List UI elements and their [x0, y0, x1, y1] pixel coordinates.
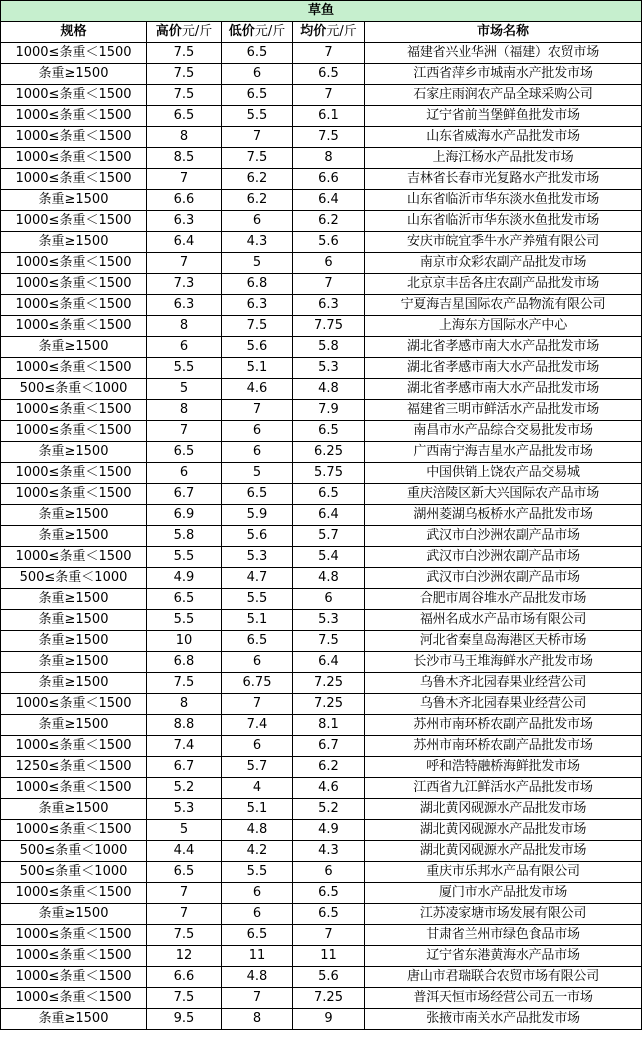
cell-high: 6.5 — [147, 106, 222, 127]
cell-spec: 1000≤条重＜1500 — [1, 43, 147, 64]
cell-low: 5.6 — [222, 526, 293, 547]
cell-market: 重庆涪陵区新大兴国际农产品市场 — [365, 484, 642, 505]
cell-low: 7.5 — [222, 316, 293, 337]
header-avg — [293, 22, 365, 43]
cell-market: 北京京丰岳各庄农副产品批发市场 — [365, 274, 642, 295]
cell-low: 6 — [222, 211, 293, 232]
header-high-unit: 元/斤 — [181, 24, 213, 39]
cell-high: 7.5 — [147, 925, 222, 946]
cell-low: 7 — [222, 694, 293, 715]
cell-market: 湖北黄冈砚源水产品批发市场 — [365, 820, 642, 841]
cell-high: 7 — [147, 169, 222, 190]
table-row — [1, 841, 642, 862]
cell-market: 武汉市白沙洲农副产品市场 — [365, 547, 642, 568]
cell-low: 7 — [222, 400, 293, 421]
table-row — [1, 148, 642, 169]
table-title: 草鱼 — [1, 1, 642, 22]
cell-high: 5.5 — [147, 547, 222, 568]
cell-low: 4.8 — [222, 820, 293, 841]
cell-avg: 6.6 — [293, 169, 365, 190]
cell-market: 山东省临沂市华东淡水鱼批发市场 — [365, 211, 642, 232]
cell-spec: 1000≤条重＜1500 — [1, 547, 147, 568]
cell-avg: 5.3 — [293, 610, 365, 631]
cell-spec: 条重≥1500 — [1, 904, 147, 925]
cell-low: 5.9 — [222, 505, 293, 526]
cell-low: 4.2 — [222, 841, 293, 862]
cell-market: 甘肃省兰州市绿色食品市场 — [365, 925, 642, 946]
cell-low: 5.1 — [222, 358, 293, 379]
cell-market: 河北省秦皇岛海港区天桥市场 — [365, 631, 642, 652]
title-row — [1, 1, 642, 22]
cell-low: 6 — [222, 442, 293, 463]
cell-high: 6.7 — [147, 484, 222, 505]
cell-avg: 6 — [293, 862, 365, 883]
table-row — [1, 526, 642, 547]
table-row — [1, 316, 642, 337]
cell-market: 武汉市白沙洲农副产品市场 — [365, 568, 642, 589]
table-row — [1, 547, 642, 568]
cell-avg: 6.7 — [293, 736, 365, 757]
cell-high: 7 — [147, 883, 222, 904]
table-row — [1, 673, 642, 694]
table-row — [1, 274, 642, 295]
cell-avg: 7.25 — [293, 673, 365, 694]
cell-low: 6.5 — [222, 631, 293, 652]
cell-spec: 条重≥1500 — [1, 610, 147, 631]
cell-low: 5.5 — [222, 862, 293, 883]
cell-market: 乌鲁木齐北园春果业经营公司 — [365, 673, 642, 694]
cell-spec: 1000≤条重＜1500 — [1, 946, 147, 967]
cell-spec: 条重≥1500 — [1, 652, 147, 673]
cell-avg: 4.8 — [293, 568, 365, 589]
cell-low: 5.5 — [222, 589, 293, 610]
cell-low: 4.7 — [222, 568, 293, 589]
cell-high: 5.5 — [147, 358, 222, 379]
cell-market: 南京市众彩农副产品批发市场 — [365, 253, 642, 274]
cell-spec: 条重≥1500 — [1, 799, 147, 820]
header-spec: 规格 — [1, 22, 147, 43]
cell-spec: 1000≤条重＜1500 — [1, 820, 147, 841]
cell-low: 6.2 — [222, 169, 293, 190]
cell-market: 南昌市水产品综合交易批发市场 — [365, 421, 642, 442]
cell-spec: 条重≥1500 — [1, 337, 147, 358]
cell-high: 5.8 — [147, 526, 222, 547]
cell-avg: 9 — [293, 1009, 365, 1030]
table-row — [1, 652, 642, 673]
table-row — [1, 988, 642, 1009]
cell-market: 宁夏海吉星国际农产品物流有限公司 — [365, 295, 642, 316]
cell-high: 8.5 — [147, 148, 222, 169]
cell-high: 5.5 — [147, 610, 222, 631]
cell-high: 7.5 — [147, 64, 222, 85]
cell-high: 6 — [147, 337, 222, 358]
cell-spec: 条重≥1500 — [1, 64, 147, 85]
cell-spec: 条重≥1500 — [1, 505, 147, 526]
cell-market: 湖北省孝感市南大水产品批发市场 — [365, 358, 642, 379]
cell-spec: 条重≥1500 — [1, 190, 147, 211]
header-low — [222, 22, 293, 43]
cell-avg: 7 — [293, 925, 365, 946]
table-row — [1, 295, 642, 316]
cell-high: 8 — [147, 316, 222, 337]
cell-spec: 1000≤条重＜1500 — [1, 778, 147, 799]
cell-spec: 1000≤条重＜1500 — [1, 694, 147, 715]
table-row — [1, 358, 642, 379]
cell-market: 中国供销上饶农产品交易城 — [365, 463, 642, 484]
cell-spec: 1000≤条重＜1500 — [1, 274, 147, 295]
cell-avg: 5.8 — [293, 337, 365, 358]
cell-low: 7 — [222, 127, 293, 148]
header-high-label: 高价 — [155, 24, 182, 39]
cell-spec: 1000≤条重＜1500 — [1, 106, 147, 127]
cell-low: 6.5 — [222, 43, 293, 64]
cell-low: 6.8 — [222, 274, 293, 295]
header-market: 市场名称 — [365, 22, 642, 43]
cell-spec: 1000≤条重＜1500 — [1, 169, 147, 190]
cell-low: 4.6 — [222, 379, 293, 400]
table-row — [1, 463, 642, 484]
cell-market: 苏州市南环桥农副产品批发市场 — [365, 736, 642, 757]
cell-avg: 6.2 — [293, 757, 365, 778]
cell-high: 6.4 — [147, 232, 222, 253]
cell-market: 上海江杨水产品批发市场 — [365, 148, 642, 169]
cell-spec: 条重≥1500 — [1, 673, 147, 694]
cell-low: 5.1 — [222, 610, 293, 631]
cell-market: 湖北黄冈砚源水产品批发市场 — [365, 799, 642, 820]
cell-low: 4.8 — [222, 967, 293, 988]
cell-high: 7 — [147, 904, 222, 925]
table-row — [1, 64, 642, 85]
cell-spec: 500≤条重＜1000 — [1, 862, 147, 883]
table-row — [1, 631, 642, 652]
cell-high: 7.4 — [147, 736, 222, 757]
cell-market: 辽宁省东港黄海水产品市场 — [365, 946, 642, 967]
cell-market: 石家庄雨润农产品全球采购公司 — [365, 85, 642, 106]
cell-avg: 4.8 — [293, 379, 365, 400]
cell-spec: 1000≤条重＜1500 — [1, 421, 147, 442]
table-row — [1, 85, 642, 106]
cell-avg: 5.4 — [293, 547, 365, 568]
cell-avg: 7.5 — [293, 127, 365, 148]
cell-spec: 1000≤条重＜1500 — [1, 736, 147, 757]
cell-high: 7.5 — [147, 988, 222, 1009]
cell-high: 7.5 — [147, 43, 222, 64]
cell-high: 6.5 — [147, 442, 222, 463]
table-row — [1, 421, 642, 442]
cell-avg: 6.5 — [293, 64, 365, 85]
cell-market: 湖北黄冈砚源水产品批发市场 — [365, 841, 642, 862]
cell-high: 8 — [147, 694, 222, 715]
cell-high: 5.3 — [147, 799, 222, 820]
cell-high: 9.5 — [147, 1009, 222, 1030]
cell-avg: 8.1 — [293, 715, 365, 736]
table-row — [1, 379, 642, 400]
table-row — [1, 862, 642, 883]
cell-avg: 5.7 — [293, 526, 365, 547]
cell-avg: 5.3 — [293, 358, 365, 379]
table-row — [1, 127, 642, 148]
cell-market: 上海东方国际水产中心 — [365, 316, 642, 337]
cell-avg: 6.5 — [293, 904, 365, 925]
cell-spec: 条重≥1500 — [1, 526, 147, 547]
table-row — [1, 736, 642, 757]
cell-high: 4.9 — [147, 568, 222, 589]
cell-market: 山东省威海水产品批发市场 — [365, 127, 642, 148]
cell-high: 5.2 — [147, 778, 222, 799]
cell-avg: 6.3 — [293, 295, 365, 316]
cell-market: 江西省萍乡市城南水产批发市场 — [365, 64, 642, 85]
cell-avg: 6.2 — [293, 211, 365, 232]
header-row — [1, 22, 642, 43]
cell-avg: 6 — [293, 589, 365, 610]
table-row — [1, 568, 642, 589]
cell-market: 呼和浩特融桥海鲜批发市场 — [365, 757, 642, 778]
cell-high: 5 — [147, 379, 222, 400]
header-high — [147, 22, 222, 43]
table-row — [1, 169, 642, 190]
cell-high: 6.5 — [147, 862, 222, 883]
cell-avg: 7.75 — [293, 316, 365, 337]
cell-spec: 1250≤条重＜1500 — [1, 757, 147, 778]
cell-low: 6.5 — [222, 484, 293, 505]
cell-spec: 1000≤条重＜1500 — [1, 400, 147, 421]
cell-spec: 1000≤条重＜1500 — [1, 295, 147, 316]
table-row — [1, 967, 642, 988]
cell-avg: 11 — [293, 946, 365, 967]
cell-low: 8 — [222, 1009, 293, 1030]
cell-low: 7.5 — [222, 148, 293, 169]
cell-high: 7 — [147, 253, 222, 274]
table-row — [1, 694, 642, 715]
table-row — [1, 883, 642, 904]
cell-avg: 6.4 — [293, 652, 365, 673]
cell-low: 6 — [222, 652, 293, 673]
cell-low: 6.3 — [222, 295, 293, 316]
cell-market: 张掖市南关水产品批发市场 — [365, 1009, 642, 1030]
cell-spec: 条重≥1500 — [1, 442, 147, 463]
cell-avg: 7 — [293, 274, 365, 295]
cell-low: 7 — [222, 988, 293, 1009]
cell-high: 7.5 — [147, 673, 222, 694]
cell-low: 6 — [222, 64, 293, 85]
cell-avg: 6.5 — [293, 883, 365, 904]
cell-spec: 条重≥1500 — [1, 589, 147, 610]
cell-avg: 4.9 — [293, 820, 365, 841]
table-row — [1, 799, 642, 820]
cell-market: 唐山市君瑞联合农贸市场有限公司 — [365, 967, 642, 988]
table-row — [1, 610, 642, 631]
cell-low: 5.5 — [222, 106, 293, 127]
table-row — [1, 715, 642, 736]
cell-avg: 6 — [293, 253, 365, 274]
cell-high: 6.7 — [147, 757, 222, 778]
cell-spec: 1000≤条重＜1500 — [1, 253, 147, 274]
cell-market: 安庆市皖宜季牛水产养殖有限公司 — [365, 232, 642, 253]
cell-market: 辽宁省前当堡鲜鱼批发市场 — [365, 106, 642, 127]
cell-high: 7.5 — [147, 85, 222, 106]
header-low-label: 低价 — [228, 24, 255, 39]
cell-avg: 6.25 — [293, 442, 365, 463]
cell-high: 5 — [147, 820, 222, 841]
cell-avg: 6.5 — [293, 421, 365, 442]
table-row — [1, 505, 642, 526]
table-row — [1, 400, 642, 421]
cell-avg: 6.4 — [293, 505, 365, 526]
table-row — [1, 589, 642, 610]
cell-low: 6 — [222, 421, 293, 442]
table-row — [1, 925, 642, 946]
table-row — [1, 43, 642, 64]
table-row — [1, 442, 642, 463]
cell-low: 5 — [222, 253, 293, 274]
cell-market: 乌鲁木齐北园春果业经营公司 — [365, 694, 642, 715]
cell-avg: 5.75 — [293, 463, 365, 484]
cell-low: 5.1 — [222, 799, 293, 820]
cell-market: 福州名成水产品市场有限公司 — [365, 610, 642, 631]
cell-spec: 条重≥1500 — [1, 1009, 147, 1030]
cell-high: 4.4 — [147, 841, 222, 862]
cell-low: 5.6 — [222, 337, 293, 358]
cell-avg: 4.3 — [293, 841, 365, 862]
table-row — [1, 1009, 642, 1030]
cell-avg: 6.4 — [293, 190, 365, 211]
cell-spec: 1000≤条重＜1500 — [1, 85, 147, 106]
table-row — [1, 190, 642, 211]
cell-market: 长沙市马王堆海鲜水产批发市场 — [365, 652, 642, 673]
cell-high: 6 — [147, 463, 222, 484]
cell-spec: 条重≥1500 — [1, 631, 147, 652]
cell-high: 12 — [147, 946, 222, 967]
table-row — [1, 484, 642, 505]
cell-high: 8 — [147, 400, 222, 421]
cell-market: 湖州菱湖乌板桥水产品批发市场 — [365, 505, 642, 526]
cell-low: 7.4 — [222, 715, 293, 736]
cell-avg: 6.5 — [293, 484, 365, 505]
table-row — [1, 904, 642, 925]
cell-spec: 1000≤条重＜1500 — [1, 358, 147, 379]
cell-spec: 1000≤条重＜1500 — [1, 883, 147, 904]
cell-spec: 条重≥1500 — [1, 715, 147, 736]
cell-market: 湖北省孝感市南大水产品批发市场 — [365, 379, 642, 400]
header-avg-label: 均价 — [300, 24, 327, 39]
cell-high: 6.3 — [147, 295, 222, 316]
cell-spec: 1000≤条重＜1500 — [1, 988, 147, 1009]
table-row — [1, 946, 642, 967]
cell-spec: 1000≤条重＜1500 — [1, 463, 147, 484]
cell-avg: 4.6 — [293, 778, 365, 799]
cell-market: 江西省九江鲜活水产品批发市场 — [365, 778, 642, 799]
cell-spec: 1000≤条重＜1500 — [1, 127, 147, 148]
table-body — [1, 43, 642, 1030]
cell-avg: 7 — [293, 43, 365, 64]
cell-avg: 8 — [293, 148, 365, 169]
cell-low: 6.2 — [222, 190, 293, 211]
cell-low: 6 — [222, 904, 293, 925]
cell-low: 4.3 — [222, 232, 293, 253]
cell-low: 6.5 — [222, 925, 293, 946]
cell-avg: 7 — [293, 85, 365, 106]
cell-avg: 5.6 — [293, 232, 365, 253]
cell-spec: 1000≤条重＜1500 — [1, 211, 147, 232]
cell-spec: 500≤条重＜1000 — [1, 379, 147, 400]
cell-high: 6.6 — [147, 967, 222, 988]
cell-high: 6.9 — [147, 505, 222, 526]
cell-avg: 6.1 — [293, 106, 365, 127]
cell-market: 广西南宁海吉星水产品批发市场 — [365, 442, 642, 463]
table-row — [1, 211, 642, 232]
cell-avg: 7.9 — [293, 400, 365, 421]
cell-high: 7 — [147, 421, 222, 442]
cell-high: 6.3 — [147, 211, 222, 232]
cell-high: 8.8 — [147, 715, 222, 736]
cell-low: 5 — [222, 463, 293, 484]
cell-high: 6.6 — [147, 190, 222, 211]
cell-market: 山东省临沂市华东淡水鱼批发市场 — [365, 190, 642, 211]
table-row — [1, 820, 642, 841]
cell-high: 6.5 — [147, 589, 222, 610]
header-avg-unit: 元/斤 — [326, 24, 357, 39]
cell-avg: 5.6 — [293, 967, 365, 988]
cell-market: 重庆市乐邦水产品有限公司 — [365, 862, 642, 883]
cell-spec: 条重≥1500 — [1, 232, 147, 253]
cell-market: 武汉市白沙洲农副产品市场 — [365, 526, 642, 547]
table-row — [1, 757, 642, 778]
table-row — [1, 106, 642, 127]
cell-spec: 1000≤条重＜1500 — [1, 316, 147, 337]
cell-low: 6 — [222, 736, 293, 757]
cell-low: 5.7 — [222, 757, 293, 778]
cell-high: 6.8 — [147, 652, 222, 673]
cell-market: 福建省兴业华洲（福建）农贸市场 — [365, 43, 642, 64]
cell-avg: 7.25 — [293, 694, 365, 715]
cell-market: 厦门市水产品批发市场 — [365, 883, 642, 904]
cell-low: 4 — [222, 778, 293, 799]
table-row — [1, 232, 642, 253]
cell-market: 吉林省长春市光复路水产批发市场 — [365, 169, 642, 190]
cell-spec: 500≤条重＜1000 — [1, 568, 147, 589]
table-row — [1, 337, 642, 358]
table-row — [1, 253, 642, 274]
cell-low: 6.5 — [222, 85, 293, 106]
cell-high: 7.3 — [147, 274, 222, 295]
cell-market: 江苏凌家塘市场发展有限公司 — [365, 904, 642, 925]
cell-high: 10 — [147, 631, 222, 652]
cell-market: 湖北省孝感市南大水产品批发市场 — [365, 337, 642, 358]
cell-avg: 5.2 — [293, 799, 365, 820]
cell-high: 8 — [147, 127, 222, 148]
header-low-unit: 元/斤 — [254, 24, 286, 39]
cell-market: 福建省三明市鲜活水产品批发市场 — [365, 400, 642, 421]
cell-low: 11 — [222, 946, 293, 967]
table-row — [1, 778, 642, 799]
cell-market: 合肥市周谷堆水产品批发市场 — [365, 589, 642, 610]
cell-avg: 7.5 — [293, 631, 365, 652]
cell-low: 6.75 — [222, 673, 293, 694]
cell-avg: 7.25 — [293, 988, 365, 1009]
cell-spec: 1000≤条重＜1500 — [1, 484, 147, 505]
cell-spec: 1000≤条重＜1500 — [1, 148, 147, 169]
cell-market: 普洱天恒市场经营公司五一市场 — [365, 988, 642, 1009]
cell-low: 5.3 — [222, 547, 293, 568]
cell-spec: 500≤条重＜1000 — [1, 841, 147, 862]
cell-market: 苏州市南环桥农副产品批发市场 — [365, 715, 642, 736]
cell-spec: 1000≤条重＜1500 — [1, 967, 147, 988]
cell-low: 6 — [222, 883, 293, 904]
cell-spec: 1000≤条重＜1500 — [1, 925, 147, 946]
